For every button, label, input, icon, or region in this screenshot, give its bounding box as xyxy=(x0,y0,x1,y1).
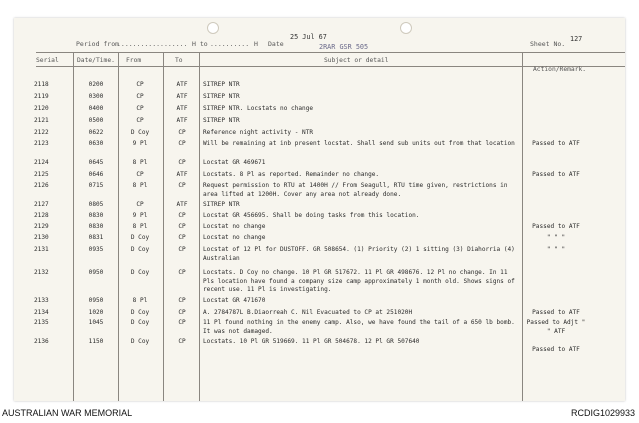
serial: 2129 xyxy=(34,223,49,230)
to: CP xyxy=(178,338,186,345)
serial: 2127 xyxy=(34,201,49,208)
serial: 2121 xyxy=(34,117,49,124)
to: CP xyxy=(178,297,186,304)
from: D Coy xyxy=(130,129,150,136)
from: D Coy xyxy=(130,269,150,276)
col-header-to: To xyxy=(175,57,183,64)
serial: 2130 xyxy=(34,234,49,241)
serial: 2134 xyxy=(34,309,49,316)
sheet-value: 127 xyxy=(570,35,583,43)
to: CP xyxy=(178,182,186,189)
subject: SITREP NTR. Locstats no change xyxy=(203,105,314,112)
subject: Locstat GR 469671 xyxy=(203,159,266,166)
subject: Request permission to RTU at 1400H // From Seagull, RTU time given, restrictions in area lifted at 1200H. Cover any area not already done. xyxy=(203,182,508,198)
serial: 2132 xyxy=(34,269,49,276)
subject: Locstat GR 456695. Shall be doing tasks from this location. xyxy=(203,212,420,219)
action: " " " xyxy=(546,234,566,241)
from: D Coy xyxy=(130,309,150,316)
time: 0622 xyxy=(88,129,104,136)
serial: 2118 xyxy=(34,81,49,88)
subject: SITREP NTR xyxy=(203,117,240,124)
serial: 2126 xyxy=(34,182,49,189)
serial: 2136 xyxy=(34,338,49,345)
serial: 2122 xyxy=(34,129,49,136)
col-header-subject: Subject or detail xyxy=(324,57,389,64)
from: D Coy xyxy=(130,246,150,253)
log-sheet xyxy=(14,18,625,401)
serial: 2120 xyxy=(34,105,49,112)
to: ATF xyxy=(176,105,188,112)
sheet-label: Sheet No. xyxy=(530,40,566,48)
col-header-datetime: Date/Time. xyxy=(77,57,115,64)
from: CP xyxy=(136,93,144,100)
action: " " " xyxy=(546,246,566,253)
serial: 2119 xyxy=(34,93,49,100)
to: ATF xyxy=(176,201,188,208)
to: CP xyxy=(178,246,186,253)
time: 0300 xyxy=(88,93,104,100)
action: Passed to ATF xyxy=(532,309,580,316)
subject: Will be remaining at inb present locstat. Shall send sub units out from that location xyxy=(203,140,515,147)
to: CP xyxy=(178,269,186,276)
period-from-label: Period from xyxy=(76,40,120,48)
to: ATF xyxy=(176,171,188,178)
serial: 2128 xyxy=(34,212,49,219)
from: 8 Pl xyxy=(132,159,148,166)
period-h-label: H xyxy=(254,40,258,48)
subject: A. 2784787L B.Diaorreah C. Nil Evacuated to CP at 251020H xyxy=(203,309,413,316)
time: 0950 xyxy=(88,269,104,276)
time: 0950 xyxy=(88,297,104,304)
time: 0830 xyxy=(88,223,104,230)
to: CP xyxy=(178,223,186,230)
action: Passed to ATF xyxy=(532,346,580,353)
time: 1150 xyxy=(88,338,104,345)
subject: Locstat no change xyxy=(203,234,266,241)
action: Passed to ATF xyxy=(532,140,580,147)
punch-hole xyxy=(400,22,412,34)
from: CP xyxy=(136,201,144,208)
archive-credit: AUSTRALIAN WAR MEMORIAL xyxy=(2,408,133,418)
subject: Reference night activity - NTR xyxy=(203,129,314,136)
col-header-serial: Serial xyxy=(36,57,59,64)
serial: 2131 xyxy=(34,246,49,253)
from: D Coy xyxy=(130,319,150,326)
archive-id: RCDIG1029933 xyxy=(570,408,635,418)
from: CP xyxy=(136,171,144,178)
table-top-rule xyxy=(36,52,625,53)
from: D Coy xyxy=(130,234,150,241)
to: CP xyxy=(178,129,186,136)
from: CP xyxy=(136,81,144,88)
from: D Coy xyxy=(130,338,150,345)
col-header-action: Action/Remark. xyxy=(533,66,587,73)
col-header-from: From xyxy=(126,57,142,64)
time: 0645 xyxy=(88,159,104,166)
subject: Locstat of 12 Pl for DUSTOFF. GR 508654. (1) Priority (2) 1 sitting (3) Diahorria (4) Australian xyxy=(203,246,515,262)
period-to-value: .......... xyxy=(210,40,250,48)
subject: SITREP NTR xyxy=(203,201,240,208)
time: 0935 xyxy=(88,246,104,253)
serial: 2123 xyxy=(34,140,49,147)
subject: Locstats. 8 Pl as reported. Remainder no change. xyxy=(203,171,380,178)
unit-value: 2RAR GSR 505 xyxy=(319,43,369,51)
time: 0400 xyxy=(88,105,104,112)
to: ATF xyxy=(176,81,188,88)
from: 9 Pl xyxy=(132,212,148,219)
action: Passed to ATF xyxy=(532,171,580,178)
action: Passed to Adjt " " ATF xyxy=(526,319,586,335)
time: 0715 xyxy=(88,182,104,189)
from: CP xyxy=(136,117,144,124)
date-value: 25 Jul 67 xyxy=(290,33,327,41)
period-from-value: .................. xyxy=(117,40,188,48)
column-divider xyxy=(199,52,200,401)
serial: 2135 xyxy=(34,319,49,326)
from: 8 Pl xyxy=(132,182,148,189)
column-divider xyxy=(522,52,523,401)
time: 1020 xyxy=(88,309,104,316)
to: CP xyxy=(178,234,186,241)
from: 9 Pl xyxy=(132,140,148,147)
time: 0805 xyxy=(88,201,104,208)
subject: Locstats. D Coy no change. 10 Pl GR 517672. 11 Pl GR 498676. 12 Pl no change. In 11 Pls location have found a company size camp approximately 1 month old. Shows signs of recent use. 11 Pl is investigating. xyxy=(203,269,515,293)
from: 8 Pl xyxy=(132,297,148,304)
date-label: Date xyxy=(268,40,284,48)
serial: 2133 xyxy=(34,297,49,304)
punch-hole xyxy=(207,22,219,34)
time: 1045 xyxy=(88,319,104,326)
time: 0830 xyxy=(88,212,104,219)
from: 8 Pl xyxy=(132,223,148,230)
to: CP xyxy=(178,159,186,166)
to: CP xyxy=(178,309,186,316)
time: 0831 xyxy=(88,234,104,241)
serial: 2125 xyxy=(34,171,49,178)
action: Passed to ATF xyxy=(532,223,580,230)
to: CP xyxy=(178,319,186,326)
time: 0630 xyxy=(88,140,104,147)
time: 0500 xyxy=(88,117,104,124)
time: 0200 xyxy=(88,81,104,88)
to: ATF xyxy=(176,93,188,100)
to: ATF xyxy=(176,117,188,124)
subject: 11 Pl found nothing in the enemy camp. Also, we have found the tail of a 650 lb bomb. It was not damaged. xyxy=(203,319,515,335)
subject: SITREP NTR xyxy=(203,93,240,100)
subject: Locstat GR 471670 xyxy=(203,297,266,304)
time: 0646 xyxy=(88,171,104,178)
serial: 2124 xyxy=(34,159,49,166)
from: CP xyxy=(136,105,144,112)
subject: SITREP NTR xyxy=(203,81,240,88)
period-to-label: H to xyxy=(192,40,208,48)
to: CP xyxy=(178,212,186,219)
to: CP xyxy=(178,140,186,147)
subject: Locstats. 10 Pl GR 519669. 11 Pl GR 504678. 12 Pl GR 507640 xyxy=(203,338,420,345)
subject: Locstat no change xyxy=(203,223,266,230)
